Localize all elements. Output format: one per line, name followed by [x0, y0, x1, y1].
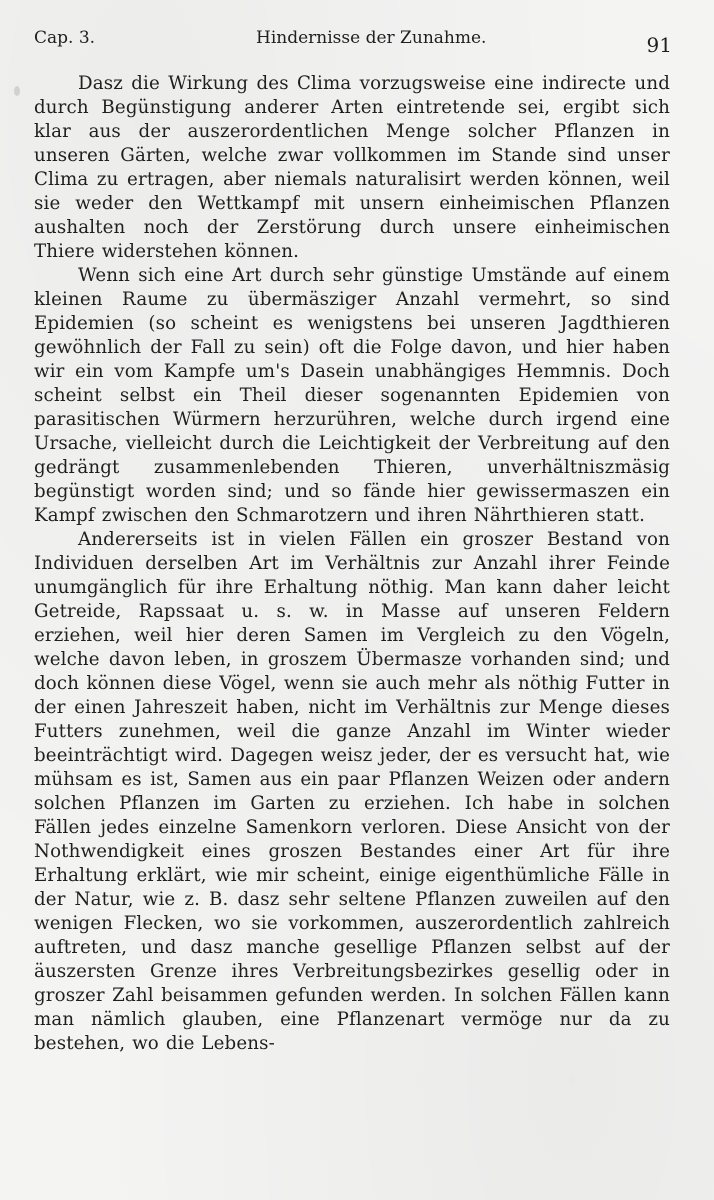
- page-number: 91: [646, 33, 672, 57]
- paragraph-2: Wenn sich eine Art durch sehr günstige Umstände auf einem kleinen Raume zu übermäsziger Anzahl vermehrt, so sind Epidemien (so scheint es wenigstens bei unseren Jagdthieren gewöhnlich der Fall zu sein) oft die Folge davon, und hier haben wir ein vom Kampfe um's Dasein unabhängiges Hemmnis. Doch scheint selbst ein Theil dieser sogenannten Epidemien von parasitischen Würmern herzurühren, welche durch irgend eine Ursache, vielleicht durch die Leichtigkeit der Verbreitung auf den gedrängt zusammenlebenden Thieren, unverhältniszmäsig begünstigt worden sind; und so fände hier gewissermaszen ein Kampf zwischen den Schmarotzern und ihren Nährthieren statt.: [34, 265, 670, 526]
- running-title: Hindernisse der Zunahme.: [256, 28, 487, 48]
- paragraph-3: Andererseits ist in vielen Fällen ein groszer Bestand von Individuen derselben Art im Verhältnis zur Anzahl ihrer Feinde unumgänglich für ihre Erhaltung nöthig. Man kann daher leicht Getreide, Rapssaat u. s. w. in Masse auf unseren Feldern erziehen, weil hier deren Samen im Vergleich zu den Vögeln, welche davon leben, in groszem Übermasze vorhanden sind; und doch können diese Vögel, wenn sie auch mehr als nöthig Futter in der einen Jahreszeit haben, nicht im Verhältnis zur Menge dieses Futters zunehmen, weil die ganze Anzahl im Winter wieder beeinträchtigt wird. Dagegen weisz jeder, der es versucht hat, wie mühsam es ist, Samen aus ein paar Pflanzen Weizen oder andern solchen Pflanzen im Garten zu erziehen. Ich habe in solchen Fällen jedes einzelne Samenkorn verloren. Diese Ansicht von der Nothwendigkeit eines groszen Bestandes einer Art für ihre Erhaltung erklärt, wie mir scheint, einige eigenthümliche Fälle in der Natur, wie z. B. dasz sehr seltene Pflanzen zuweilen auf den wenigen Flecken, wo sie vorkommen, auszerordentlich zahlreich auftreten, und dasz manche gesellige Pflanzen selbst auf der äuszersten Grenze ihres Verbreitungsbezirkes gesellig oder in groszer Zahl beisammen gefunden werden. In solchen Fällen kann man nämlich glauben, eine Pflanzenart vermöge nur da zu bestehen, wo die Lebens-: [34, 529, 670, 1054]
- paper-speck: [14, 86, 20, 96]
- running-header: [34, 28, 674, 60]
- chapter-label: Cap. 3.: [34, 28, 96, 48]
- paragraph-1: Dasz die Wirkung des Clima vorzugsweise eine indirecte und durch Begünstigung anderer Arten eintretende sei, ergibt sich klar aus der auszerordentlichen Menge solcher Pflanzen in unseren Gärten, welche zwar vollkommen im Stande sind unser Clima zu ertragen, aber niemals naturalisirt werden können, weil sie weder den Wettkampf mit unsern einheimischen Pflanzen aushalten noch der Zerstörung durch unsere einheimischen Thiere widerstehen können.: [34, 73, 670, 262]
- body-text: [34, 72, 670, 1056]
